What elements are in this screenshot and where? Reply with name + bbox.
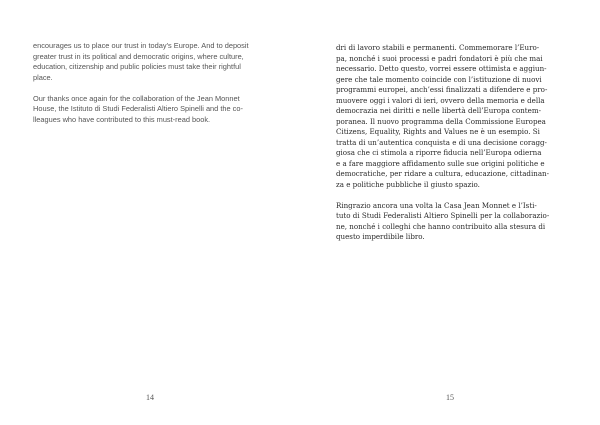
right-page-number: 15 — [446, 393, 454, 402]
left-paragraph-1: encourages us to place our trust in today’s Europe. And to deposit greater trust in its political and democratic origins, where culture, education, citizenship and public policies must take their rightful place. — [33, 41, 249, 82]
right-page — [300, 0, 600, 425]
left-page-text — [33, 41, 266, 125]
left-paragraph-2: Our thanks once again for the collaboration of the Jean Monnet House, the Istituto di Studi Federalisti Altiero Spinelli and the co- lleagues who have contributed to this must-read book. — [33, 93, 243, 124]
right-page-text — [336, 43, 569, 243]
right-paragraph-2: Ringrazio ancora una volta la Casa Jean Monnet e l’Isti- tuto di Studi Federalisti Altiero Spinelli per la collaborazio- ne, nonché i colleghi che hanno contribuito alla stesura di questo imperdibile libro. — [336, 200, 550, 241]
left-page-number: 14 — [146, 393, 154, 402]
right-paragraph-1: dri di lavoro stabili e permanenti. Commemorare l’Euro- pa, nonché i suoi processi e padri fondatori è più che mai necessario. Detto questo, vorrei essere ottimista e aggiun- gere che tale momento coincide con l’istituzione di nuovi programmi europei, anch’essi finalizzati a difendere e pro- muovere oggi i valori di ieri, ovvero della memoria e della democrazia nei diritti e nelle libertà dell’Europa contem- poranea. Il nuovo programma della Commissione Europea Citizens, Equality, Rights and Values ne è un esempio. Si tratta di un’autentica conquista e di una decisione coragg- giosa che ci stimola a riporre fiducia nell’Europa odierna e a fare maggiore affidamento sulle sue origini politiche e democratiche, per ridare a cultura, educazione, cittadinan- za e politiche pubbliche il giusto spazio. — [336, 43, 550, 189]
